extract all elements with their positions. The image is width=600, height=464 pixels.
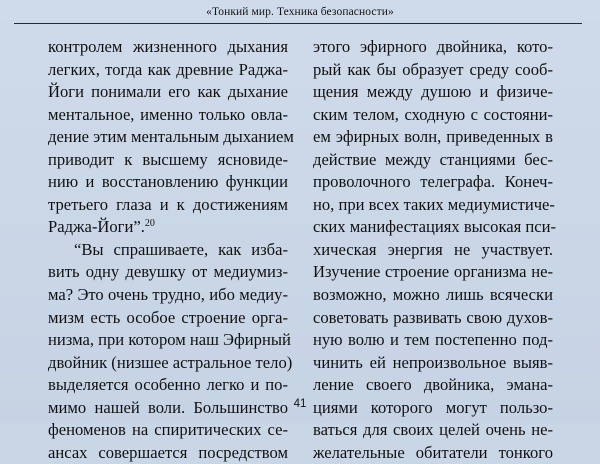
text-line: феноменов на спиритических се- xyxy=(48,420,288,440)
text-line: чинить ей непроизвольное выяв- xyxy=(313,352,553,372)
text-line: циями которого могут пользо- xyxy=(313,397,553,417)
text-line: щения между душою и физиче- xyxy=(313,82,553,102)
text-line: ских манифестациях высокая пси- xyxy=(313,217,557,237)
text-line: ансах совершается посредством xyxy=(48,442,288,462)
text-line: ским телом, сходную с состояни- xyxy=(313,104,553,124)
text-line: ем эфирных волн, приведенных в xyxy=(313,127,553,147)
text-line: желательные обитатели тонкого xyxy=(313,442,553,462)
text-line: третьего глаза и к достижениям xyxy=(48,194,288,214)
footnote-reference[interactable]: 20 xyxy=(144,218,155,230)
text-line: выделяется особенно легко и по- xyxy=(48,375,288,395)
text-line-content: Раджа-Йоги”. xyxy=(48,217,145,237)
text-line: двойник (низшее астральное тело) xyxy=(48,352,293,372)
text-line: ваться для своих целей очень не- xyxy=(313,420,553,440)
text-line: возможно, можно лишь всячески xyxy=(313,285,553,305)
paragraph xyxy=(48,239,293,464)
text-line: ную волю и тем постепенно под- xyxy=(313,330,553,350)
text-line: контролем жизненного дыхания xyxy=(48,37,288,56)
text-line xyxy=(48,216,288,239)
text-line: советовать развивать свою духов- xyxy=(313,307,553,327)
text-line: Йоги понимали его как дыхание xyxy=(48,82,288,102)
text-line: проволочного телеграфа. Конеч- xyxy=(313,172,553,192)
text-line: ментальное, именно только овла- xyxy=(48,104,288,124)
text-line: мизм есть особое строение орга- xyxy=(48,307,288,327)
paragraph xyxy=(48,36,294,239)
text-line: легких, тогда как древние Раджа- xyxy=(48,59,288,79)
text-line: вить одну девушку от медиумиз- xyxy=(48,262,288,282)
text-line: низма, при котором наш Эфирный xyxy=(48,330,291,350)
text-line: действие между станциями бес- xyxy=(313,149,553,169)
text-line: этого эфирного двойника, кото- xyxy=(313,37,553,56)
running-header: «Тонкий мир. Техника безопасности» xyxy=(206,6,394,18)
text-line: “Вы спрашиваете, как избa- xyxy=(74,239,288,259)
text-line: дение этим ментальным дыханием xyxy=(48,127,294,147)
text-line: рый как бы образует среду сооб- xyxy=(313,59,553,79)
text-line: нию и восстановлению функции xyxy=(48,172,288,192)
text-line: приводит к высшему ясновиде- xyxy=(48,149,288,169)
text-line: но, при всех таких медиумистиче- xyxy=(313,194,555,214)
text-line: хическая энергия не участвует. xyxy=(313,239,553,259)
text-line: ление своего двойника, эмана- xyxy=(313,375,553,395)
text-line: мимо нашей воли. Большинство xyxy=(48,397,288,417)
text-line: Изучение строение организма не- xyxy=(313,262,553,282)
header-rule xyxy=(14,23,582,24)
page-number: 41 xyxy=(293,398,307,410)
text-line: ма? Это очень трудно, ибо медиу- xyxy=(48,285,288,305)
